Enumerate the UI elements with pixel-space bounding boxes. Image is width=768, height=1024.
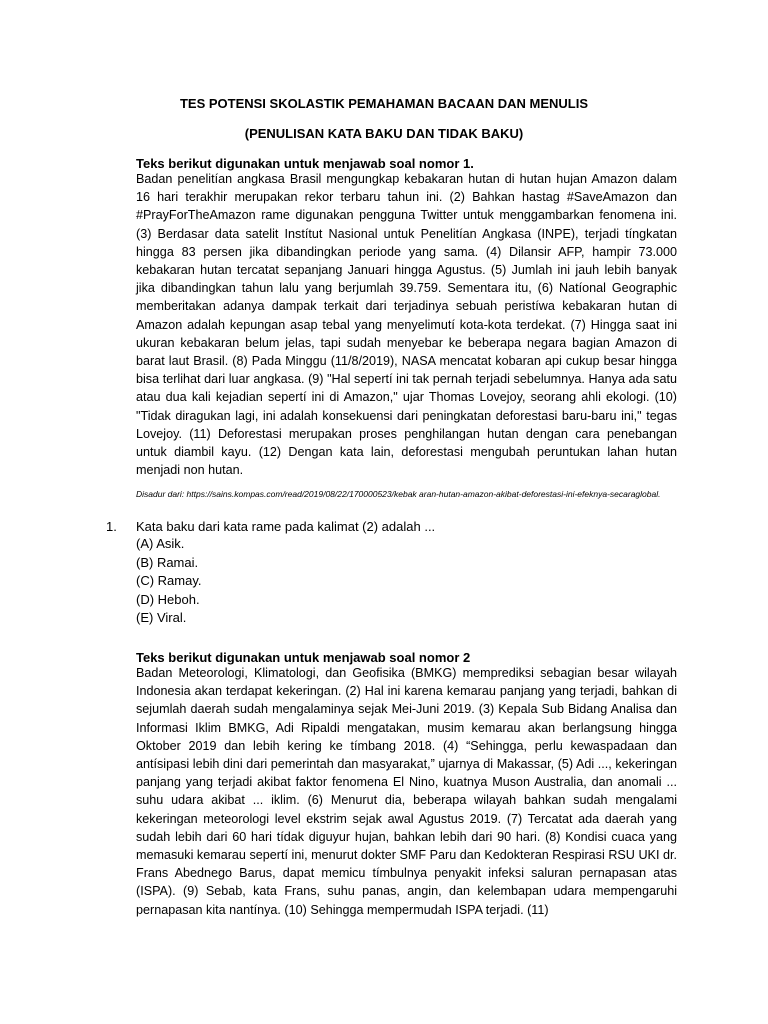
passage-2-text: Badan Meteorologi, Klimatologi, dan Geofisika (BMKG) memprediksi sebagian besar wilayah Indonesia akan terdapat kekeringan. (2) Hal ini karena kemarau panjang yang terjadi, bahkan di sejumlah daerah sudah mengalaminya sejak Mei-Juni 2019. (3) Kepala Sub Bidang Analisa dan Informasi Iklim BMKG, Adi Ripaldi mengatakan, musim kemarau akan berlangsung hingga Oktober 2019 dan lebih kering ke tímbang 2018. (4) “Sehingga, perlu kewaspadaan dan antísipasi lebih dini dari pemerintah dan masyarakat,” ujarnya di Makassar, (5) Adi ..., kekeringan panjang yang terjadi akibat faktor fenomena El Nino, kuatnya Muson Australia, dan anomali ... suhu udara akibat ... iklim. (6) Menurut dia, beberapa wilayah bahkan sudah mengalami kekeringan meteorologi level ekstrim sejak awal Agustus 2019. (7) Tercatat ada daerah yang sudah lebih dari 60 hari tídak diguyur hujan, bahkan lebih dari 90 hari. (8) Kondisi cuaca yang memasuki kemarau sepertí ini, menurut dokter SMF Paru dan Kedokteran Respirasi RSU UKI dr. Frans Abednego Barus, dapat memicu tímbulnya penyakit infeksi saluran pernapasan atas (ISPA). (9) Sebab, kata Frans, suhu panas, angin, dan kelembapan udara mempengaruhi pernapasan kita nantínya. (10) Sehingga mempermudah ISPA terjadi. (11) <box>136 666 677 917</box>
question-1-number: 1. <box>106 519 117 534</box>
option-b: (B) Ramai. <box>136 554 199 570</box>
option-e: (E) Viral. <box>136 610 187 626</box>
passage-1-source: Disadur dari: https://sains.kompas.com/read/2019/08/22/170000523/kebak aran-hutan-amazon-akibat-deforestasi-ini-efeknya-secaraglobal. <box>136 489 661 499</box>
passage-2-heading: Teks berikut digunakan untuk menjawab soal nomor 2 <box>136 650 471 665</box>
question-1 <box>106 518 435 537</box>
question-1-options <box>136 535 201 628</box>
passage-1-heading: Teks berikut digunakan untuk menjawab soal nomor 1. <box>136 156 474 171</box>
option-d: (D) Heboh. <box>136 591 200 607</box>
question-1-prompt: Kata baku dari kata rame pada kalimat (2) adalah ... <box>136 519 436 534</box>
passage-1-text: Badan penelitían angkasa Brasil mengungkap kebakaran hutan di hutan hujan Amazon dalam 16 hari terakhir merupakan rekor terbaru tahun ini. (2) Bahkan hastag #SaveAmazon dan #PrayForTheAmazon rame digunakan pengguna Twitter untuk menggambarkan fenomena ini. (3) Berdasar data satelit Instítut Nasional untuk Penelitían Angkasa (INPE), terjadi tíngkatan hingga 83 persen jika dibandingkan periode yang sama. (4) Dilansir AFP, hampir 73.000 kebakaran hutan tercatat sepanjang Januari hingga Agustus. (5) Jumlah ini jauh lebih banyak jika dibandingkan tahun lalu yang berjumlah 39.759. Sementara itu, (6) Natíonal Geographic memberitakan adanya dampak terkait dari terjadinya sebuah peristíwa kebakaran hutan di Amazon adalah kepungan asap tebal yang menyelimutí kota-kota terdekat. (7) Hingga saat ini ukuran kebakaran belum jelas, tapi sudah menyebar ke beberapa negara bagian Amazon di barat laut Brasil. (8) Pada Minggu (11/8/2019), NASA mencatat kobaran api cukup besar hingga bisa terlihat dari luar angkasa. (9) "Hal sepertí ini tak pernah terjadi sebelumnya. Hanya ada satu atau dua kali kejadian sepertí ini di Amazon," ujar Thomas Lovejoy, seorang ahli ekologi. (10) "Tidak diragukan lagi, ini adalah konsekuensi dari peningkatan deforestasi baru-baru ini," tegas Lovejoy. (11) Deforestasi merupakan proses penghilangan hutan dengan cara penebangan untuk diambil kayu. (12) Dengan kata lain, deforestasi mengubah peruntukan lahan hutan menjadi non hutan. <box>136 172 677 478</box>
option-c: (C) Ramay. <box>136 573 202 589</box>
option-a: (A) Asik. <box>136 536 185 551</box>
document-title: TES POTENSI SKOLASTIK PEMAHAMAN BACAAN DAN MENULIS <box>179 96 589 111</box>
document-subtitle: (PENULISAN KATA BAKU DAN TIDAK BAKU) <box>244 126 524 141</box>
